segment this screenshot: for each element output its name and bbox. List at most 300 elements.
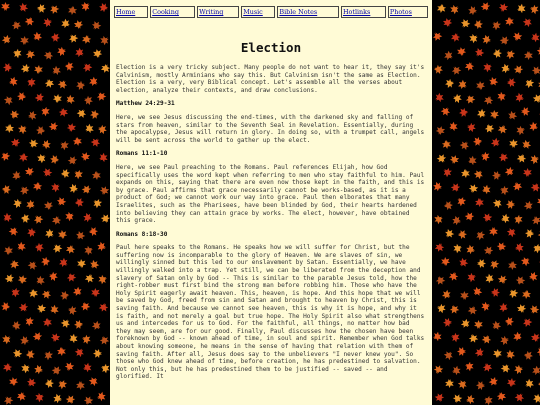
leaf-decoration bbox=[25, 49, 36, 60]
leaf-decoration bbox=[499, 362, 511, 374]
leaf-decoration bbox=[89, 109, 99, 119]
leaf-decoration bbox=[521, 316, 534, 329]
leaf-decoration bbox=[48, 303, 60, 315]
leaf-decoration bbox=[55, 195, 68, 208]
leaf-decoration bbox=[483, 245, 495, 257]
leaf-decoration bbox=[512, 31, 524, 43]
leaf-decoration bbox=[512, 181, 524, 193]
leaf-decoration bbox=[499, 335, 510, 346]
leaf-decoration bbox=[499, 185, 511, 197]
leaf-decoration bbox=[525, 229, 535, 239]
leaf-decoration bbox=[37, 4, 47, 14]
nav-link-bible-notes[interactable]: Bible Notes bbox=[277, 6, 339, 18]
leaf-decoration bbox=[66, 122, 77, 133]
leaf-decoration bbox=[504, 48, 517, 61]
leaf-decoration bbox=[11, 320, 22, 331]
leaf-decoration bbox=[531, 242, 540, 254]
leaf-decoration bbox=[17, 301, 29, 313]
intro-paragraph: Election is a very tricky subject. Many people do not want to hear it, they say it's Calvinism, mostly Arminians who say this. But Calvinism isn't the same as Election. Election is a very, very Biblical concept. Let's assemble all the verses about election, analyze their contexts, and draw conclusions. bbox=[116, 64, 425, 94]
leaf-decoration bbox=[3, 63, 12, 72]
leaf-decoration bbox=[52, 393, 63, 404]
leaf-decoration bbox=[521, 16, 534, 29]
leaf-decoration bbox=[42, 349, 55, 362]
leaf-decoration bbox=[96, 241, 108, 253]
leaf-decoration bbox=[98, 34, 110, 46]
romans-11-paragraph: Here, we see Paul preaching to the Romans. Paul references Elijah, how God specifically uses the word kept when referring to men who stay faithful to him. Paul expands on this, saying that there are even now those kept in the faith, and this is by grace. Paul affirms that grace necessarily cannot be works-based, as it is a product of God; we cannot work our way into grace. Paul then elborates that many Israelites, such as the Pharisees, have been blinded by God, their hearts hardened into believing they can attain grace by works. The elect, however, have obtained this grace. bbox=[116, 163, 425, 225]
leaf-decoration bbox=[99, 185, 110, 196]
leaf-decoration bbox=[17, 92, 27, 102]
leaf-decoration bbox=[528, 271, 539, 282]
leaf-decoration bbox=[514, 92, 526, 104]
leaf-decoration bbox=[493, 349, 503, 359]
leaf-decoration bbox=[452, 393, 464, 405]
leaf-decoration bbox=[475, 198, 484, 207]
leaf-decoration bbox=[80, 183, 92, 195]
leaf-decoration bbox=[522, 199, 535, 212]
leaf-decoration bbox=[27, 110, 38, 121]
nav-link-home[interactable]: Home bbox=[114, 6, 148, 18]
leaf-decoration bbox=[9, 286, 21, 298]
leaf-decoration bbox=[34, 65, 44, 75]
leaf-decoration bbox=[98, 2, 109, 13]
leaf-decoration bbox=[507, 287, 520, 300]
leaf-decoration bbox=[436, 3, 446, 13]
nav-link-photos[interactable]: Photos bbox=[388, 6, 428, 18]
leaf-decoration bbox=[529, 4, 540, 16]
leaf-decoration bbox=[450, 332, 462, 344]
leaf-decoration bbox=[50, 364, 62, 376]
leaf-decoration bbox=[87, 375, 100, 388]
verse-reference-romans-11: Romans 11:1-10 bbox=[116, 150, 168, 158]
page-panel bbox=[110, 0, 432, 405]
leaf-decoration bbox=[18, 184, 31, 197]
leaf-decoration bbox=[16, 391, 27, 402]
leaf-decoration bbox=[531, 65, 540, 77]
leaf-decoration bbox=[77, 259, 87, 269]
leaf-decoration bbox=[443, 227, 456, 240]
leaf-decoration bbox=[83, 395, 95, 405]
leaf-decoration bbox=[91, 170, 101, 180]
leaf-decoration bbox=[34, 242, 45, 253]
leaf-decoration bbox=[514, 274, 526, 286]
leaf-decoration bbox=[59, 290, 69, 300]
leaf-decoration bbox=[464, 61, 475, 72]
leaf-decoration bbox=[523, 377, 536, 390]
leaf-decoration bbox=[520, 138, 533, 151]
leaf-decoration bbox=[91, 288, 100, 297]
leaf-decoration bbox=[42, 17, 53, 28]
leaf-decoration bbox=[528, 303, 540, 315]
leaf-decoration bbox=[489, 136, 502, 149]
leaf-decoration bbox=[450, 32, 461, 43]
leaf-decoration bbox=[48, 3, 61, 16]
leaf-decoration bbox=[432, 181, 443, 192]
leaf-decoration bbox=[524, 51, 533, 60]
leaf-decoration bbox=[41, 139, 52, 150]
leaf-decoration bbox=[39, 105, 51, 117]
leaf-decoration bbox=[8, 376, 18, 386]
leaf-decoration bbox=[72, 168, 85, 181]
leaf-decoration bbox=[48, 271, 59, 282]
leaf-decoration bbox=[58, 107, 69, 118]
leaf-decoration bbox=[92, 48, 103, 59]
leaf-decoration bbox=[476, 381, 485, 390]
leaf-decoration bbox=[40, 288, 53, 301]
leaf-decoration bbox=[82, 362, 94, 374]
leaf-decoration bbox=[74, 229, 87, 242]
leaf-decoration bbox=[498, 34, 510, 46]
leaf-decoration bbox=[65, 271, 77, 283]
leaf-decoration bbox=[43, 227, 55, 239]
nav-link-cooking[interactable]: Cooking bbox=[150, 6, 195, 18]
leaf-decoration bbox=[481, 184, 493, 196]
leaf-decoration bbox=[23, 315, 36, 328]
leaf-decoration bbox=[477, 259, 486, 268]
leaf-decoration bbox=[505, 17, 515, 27]
leaf-decoration bbox=[433, 64, 444, 75]
leaf-decoration bbox=[71, 285, 84, 298]
verse-reference-romans-8: Romans 8:18-30 bbox=[116, 230, 168, 238]
leaf-decoration bbox=[464, 361, 476, 373]
leaf-decoration bbox=[50, 332, 61, 343]
nav-bar bbox=[114, 6, 428, 18]
leaf-decoration bbox=[505, 226, 518, 239]
leaf-decoration bbox=[68, 183, 79, 194]
leaf-decoration bbox=[511, 330, 523, 342]
leaf-decoration bbox=[444, 78, 455, 89]
leaf-decoration bbox=[51, 215, 62, 226]
leaf-decoration bbox=[500, 63, 511, 74]
leaf-decoration bbox=[521, 107, 530, 116]
leaf-decoration bbox=[25, 376, 38, 389]
leaf-decoration bbox=[52, 93, 62, 103]
leaf-decoration bbox=[488, 258, 501, 271]
leaf-decoration bbox=[20, 36, 29, 45]
leaf-decoration bbox=[474, 320, 483, 329]
leaf-decoration bbox=[433, 91, 445, 103]
leaf-decoration bbox=[50, 64, 63, 77]
leaf-decoration bbox=[523, 77, 536, 90]
leaf-decoration bbox=[473, 46, 486, 59]
leaf-decoration bbox=[98, 302, 110, 314]
leaf-decoration bbox=[522, 290, 532, 300]
leaf-decoration bbox=[461, 169, 471, 179]
leaf-decoration bbox=[25, 76, 37, 88]
leaf-decoration bbox=[89, 227, 99, 237]
leaf-decoration bbox=[84, 273, 95, 284]
leaf-decoration bbox=[457, 347, 466, 356]
leaf-decoration bbox=[442, 17, 453, 28]
leaf-decoration bbox=[51, 242, 63, 254]
leaf-decoration bbox=[467, 5, 478, 16]
leaf-decoration bbox=[24, 166, 35, 177]
leaf-decoration bbox=[60, 168, 71, 179]
leaf-decoration bbox=[514, 242, 525, 253]
leaf-decoration bbox=[537, 197, 540, 207]
leaf-decoration bbox=[17, 1, 30, 14]
romans-8-paragraph: Paul here speaks to the Romans. He speaks how we will suffer for Christ, but the suffering now is incomparable to the glory of Heaven. We are slaves of sin, we willingly sinned but this led to our enslavement by Satan. Essentially, we have willingly walked into a trap. Yet still, we can be liberated from the deception and slavery of Satan only by God -- This is similar to the parable Jesus told, how the right-robber must first bind the strong man before robbing him. Those who have the Holy Spirit eagerly await heaven. This, heaven, is hope. And this hope that we will be saved by God, freed from sin and Satan and brought to heaven by Christ, this is saving faith. And because we cannot see heaven, this is why it is hope, and why it is faith, and not merely a goal but true hope. The Holy Spirit also what strengthens us and intercedes for us to God. For the faithful, all things, no matter how bad they may seem, are for our good. Finally, Paul discusses how the chosen have been foreknown by God -- known ahead of time, in soul and spirit. Remember when God talks about knowing someone, he means in the sense of having that relation with them of saving faith. After all, Jesus does say to the unbelievers "I never knew you". So those who God knew ahead of time, before creation, he has predestined to salvation. Not only this, but he has predestined them to be justified -- saved -- and glorified. It bbox=[116, 244, 425, 381]
leaf-decoration bbox=[480, 301, 492, 313]
leaf-decoration bbox=[82, 212, 93, 223]
leaf-decoration bbox=[508, 261, 517, 270]
leaf-decoration bbox=[473, 19, 483, 29]
leaf-decoration bbox=[87, 75, 100, 88]
nav-link-hotlinks[interactable]: Hotlinks bbox=[341, 6, 386, 18]
leaf-decoration bbox=[490, 110, 500, 120]
leaf-decoration bbox=[513, 364, 524, 375]
leaf-decoration bbox=[11, 347, 23, 359]
leaf-decoration bbox=[457, 256, 470, 269]
leaf-decoration bbox=[19, 62, 32, 75]
leaf-decoration bbox=[75, 80, 86, 91]
leaf-decoration bbox=[73, 346, 86, 359]
leaf-decoration bbox=[487, 375, 500, 388]
leaf-decoration bbox=[459, 17, 471, 29]
leaf-decoration bbox=[443, 200, 453, 210]
leaf-decoration bbox=[81, 61, 93, 73]
leaf-decoration bbox=[2, 362, 13, 373]
leaf-decoration bbox=[447, 120, 459, 132]
leaf-decoration bbox=[456, 378, 469, 391]
leaf-decoration bbox=[506, 109, 519, 122]
leaf-decoration bbox=[40, 256, 50, 266]
leaf-decoration bbox=[516, 153, 528, 165]
leaf-decoration bbox=[64, 93, 76, 105]
leaf-decoration bbox=[516, 303, 527, 314]
leaf-decoration bbox=[19, 335, 30, 346]
leaf-decoration bbox=[455, 195, 468, 208]
leaf-decoration bbox=[26, 259, 38, 271]
leaf-decoration bbox=[487, 75, 500, 88]
leaf-decoration bbox=[465, 244, 477, 256]
leaf-decoration bbox=[5, 124, 15, 134]
leaf-decoration bbox=[473, 137, 483, 147]
leaf-decoration bbox=[441, 257, 451, 267]
leaf-decoration bbox=[449, 181, 461, 193]
leaf-decoration bbox=[74, 320, 84, 330]
nav-link-writing[interactable]: Writing bbox=[197, 6, 239, 18]
leaf-decoration bbox=[504, 348, 517, 361]
leaf-decoration bbox=[74, 197, 84, 207]
leaf-decoration bbox=[496, 391, 507, 402]
leaf-decoration bbox=[449, 154, 460, 165]
leaf-decoration bbox=[466, 122, 477, 133]
leaf-decoration bbox=[464, 211, 476, 223]
leaf-decoration bbox=[435, 125, 446, 136]
leaf-decoration bbox=[497, 124, 509, 136]
leaf-decoration bbox=[535, 45, 540, 58]
leaf-decoration bbox=[479, 0, 491, 12]
leaf-decoration bbox=[531, 215, 540, 226]
leaf-decoration bbox=[465, 394, 476, 405]
leaf-decoration bbox=[93, 349, 102, 358]
leaf-decoration bbox=[80, 151, 91, 162]
leaf-decoration bbox=[452, 93, 463, 104]
leaf-decoration bbox=[49, 181, 61, 193]
leaf-decoration bbox=[80, 301, 92, 313]
leaf-decoration bbox=[473, 346, 486, 359]
leaf-decoration bbox=[9, 259, 20, 270]
leaf-decoration bbox=[73, 46, 85, 58]
leaf-decoration bbox=[88, 258, 101, 271]
leaf-decoration bbox=[536, 228, 540, 241]
leaf-decoration bbox=[2, 94, 15, 107]
leaf-decoration bbox=[442, 49, 454, 61]
leaf-decoration bbox=[67, 5, 77, 15]
leaf-decoration bbox=[32, 213, 44, 225]
leaf-decoration bbox=[67, 305, 78, 316]
leaf-decoration bbox=[56, 378, 69, 391]
leaf-decoration bbox=[0, 33, 13, 46]
leaf-decoration bbox=[81, 34, 92, 45]
leaf-decoration bbox=[44, 78, 55, 89]
leaf-decoration bbox=[57, 229, 67, 239]
leaf-decoration bbox=[56, 78, 68, 90]
leaf-decoration bbox=[471, 285, 484, 298]
leaf-decoration bbox=[33, 91, 46, 104]
leaf-decoration bbox=[513, 64, 525, 76]
leaf-decoration bbox=[91, 197, 104, 210]
leaf-decoration bbox=[20, 213, 30, 223]
leaf-decoration bbox=[498, 152, 510, 164]
leaf-decoration bbox=[41, 166, 53, 178]
leaf-decoration bbox=[481, 34, 492, 45]
leaf-decoration bbox=[468, 333, 480, 345]
leaf-decoration bbox=[65, 244, 76, 255]
leaf-decoration bbox=[530, 364, 540, 376]
leaf-decoration bbox=[458, 230, 468, 240]
leaf-decoration bbox=[498, 2, 509, 13]
leaf-decoration bbox=[489, 227, 498, 236]
leaf-decoration bbox=[12, 198, 23, 209]
leaf-decoration bbox=[35, 152, 48, 165]
leaf-decoration bbox=[90, 319, 103, 332]
leaf-decoration bbox=[24, 198, 36, 210]
leaf-decoration bbox=[490, 19, 503, 32]
leaf-decoration bbox=[440, 288, 453, 301]
leaf-decoration bbox=[509, 139, 518, 148]
leaf-decoration bbox=[59, 317, 72, 330]
leaf-decoration bbox=[529, 181, 540, 193]
leaf-decoration bbox=[10, 137, 21, 148]
leaf-decoration bbox=[10, 169, 22, 181]
leaf-decoration bbox=[47, 120, 60, 133]
leaf-decoration bbox=[441, 139, 451, 149]
leaf-decoration bbox=[79, 0, 92, 13]
leaf-decoration bbox=[434, 274, 446, 286]
leaf-decoration bbox=[95, 90, 107, 102]
leaf-decoration bbox=[32, 181, 42, 191]
leaf-decoration bbox=[483, 95, 494, 106]
leaf-decoration bbox=[456, 46, 466, 56]
leaf-decoration bbox=[1, 211, 14, 224]
leaf-decoration bbox=[33, 391, 45, 403]
leaf-decoration bbox=[496, 91, 508, 103]
leaf-decoration bbox=[34, 274, 46, 286]
leaf-decoration bbox=[16, 123, 29, 136]
leaf-decoration bbox=[76, 381, 85, 390]
leaf-decoration bbox=[500, 213, 512, 225]
leaf-decoration bbox=[482, 362, 493, 373]
leaf-decoration bbox=[497, 274, 508, 285]
leaf-decoration bbox=[64, 61, 74, 71]
leaf-decoration bbox=[3, 245, 13, 255]
leaf-decoration bbox=[529, 154, 540, 165]
leaf-decoration bbox=[45, 379, 55, 389]
leaf-decoration bbox=[480, 333, 492, 345]
leaf-decoration bbox=[431, 30, 444, 43]
leaf-decoration bbox=[0, 150, 12, 163]
leaf-decoration bbox=[532, 93, 540, 105]
leaf-decoration bbox=[36, 303, 47, 314]
leaf-decoration bbox=[482, 394, 494, 405]
leaf-decoration bbox=[439, 105, 452, 118]
leaf-decoration bbox=[433, 364, 445, 376]
leaf-decoration bbox=[65, 394, 77, 405]
leaf-decoration bbox=[0, 301, 10, 311]
leaf-decoration bbox=[467, 305, 479, 317]
leaf-decoration bbox=[43, 200, 54, 211]
leaf-decoration bbox=[63, 210, 75, 222]
leaf-decoration bbox=[434, 392, 446, 404]
leaf-decoration bbox=[83, 122, 95, 134]
leaf-decoration bbox=[33, 364, 44, 375]
nav-link-music[interactable]: Music bbox=[241, 6, 275, 18]
leaf-decoration bbox=[56, 46, 67, 57]
leaf-decoration bbox=[97, 274, 109, 286]
leaf-decoration bbox=[436, 303, 447, 314]
leaf-decoration bbox=[507, 78, 516, 87]
leaf-decoration bbox=[441, 166, 454, 179]
leaf-decoration bbox=[503, 165, 516, 178]
leaf-decoration bbox=[472, 168, 485, 181]
leaf-decoration bbox=[449, 304, 461, 316]
leaf-decoration bbox=[97, 124, 108, 135]
leaf-decoration bbox=[435, 152, 447, 164]
page-title: Election bbox=[240, 40, 302, 55]
leaf-decoration bbox=[515, 125, 527, 137]
leaf-decoration bbox=[466, 154, 478, 166]
leaf-decoration bbox=[432, 331, 444, 343]
leaf-decoration bbox=[490, 319, 503, 332]
leaf-decoration bbox=[450, 64, 462, 76]
leaf-decoration bbox=[519, 255, 532, 268]
leaf-decoration bbox=[460, 291, 469, 300]
leaf-decoration bbox=[482, 212, 494, 224]
leaf-decoration bbox=[483, 122, 495, 134]
leaf-decoration bbox=[96, 391, 108, 403]
leaf-decoration bbox=[24, 16, 36, 28]
leaf-decoration bbox=[523, 168, 532, 177]
leaf-decoration bbox=[66, 154, 78, 166]
leaf-decoration bbox=[8, 108, 20, 120]
leaf-decoration bbox=[59, 17, 71, 29]
leaf-decoration bbox=[468, 183, 479, 194]
leaf-decoration bbox=[505, 317, 515, 327]
leaf-decoration bbox=[496, 241, 508, 253]
leaf-decoration bbox=[35, 125, 45, 135]
leaf-decoration bbox=[442, 349, 455, 362]
leaf-decoration bbox=[448, 271, 460, 283]
leaf-decoration bbox=[82, 244, 94, 256]
leaf-decoration bbox=[532, 393, 540, 404]
leaf-decoration bbox=[484, 273, 496, 285]
leaf-decoration bbox=[49, 154, 60, 165]
leaf-decoration bbox=[443, 318, 452, 327]
leaf-decoration bbox=[513, 391, 525, 403]
leaf-decoration bbox=[481, 61, 493, 73]
leaf-decoration bbox=[459, 317, 472, 330]
